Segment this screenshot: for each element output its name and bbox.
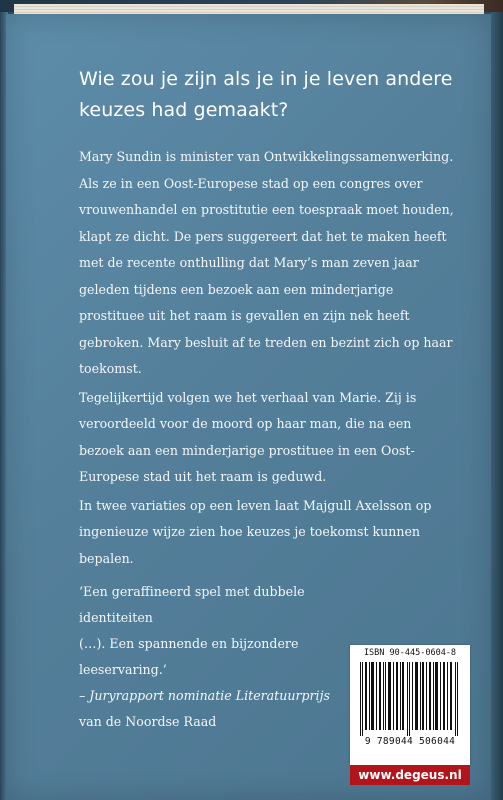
cover-right-edge <box>491 12 503 800</box>
publisher-url: www.degeus.nl <box>350 765 470 785</box>
isbn-label: ISBN 90-445-0604-8 <box>363 648 457 658</box>
barcode-digits: 9 789044 506044 <box>364 736 456 747</box>
cover-heading <box>79 64 469 126</box>
blurb-paragraph-3: In twee variaties op een leven laat Majgull Axelsson op ingenieuze wijze zien hoe keuzes je toekomst kunnen bepalen. <box>79 497 432 566</box>
quote-source: – Juryrapport nominatie Literatuurprijs <box>79 688 330 703</box>
quote-source-2: van de Noordse Raad <box>79 714 217 729</box>
quote-line-1: ‘Een geraffineerd spel met dubbele identiteiten <box>79 584 305 625</box>
barcode-bars <box>358 662 462 736</box>
barcode <box>350 645 470 765</box>
heading-line-1: Wie zou je zijn als je in je leven andere <box>79 68 453 90</box>
heading-line-2: keuzes had gemaakt? <box>79 99 289 121</box>
blurb-paragraph-2: Tegelijkertijd volgen we het verhaal van Marie. Zij is veroordeeld voor de moord op haar man, die na een bezoek aan een minderjarige prostituee in een Oost-Europese stad uit het raam is geduwd. <box>79 389 417 484</box>
blurb <box>79 144 459 574</box>
book-pages-edge <box>14 4 484 14</box>
review-quote <box>79 579 379 735</box>
blurb-paragraph-1: Mary Sundin is minister van Ontwikkelingssamenwerking. Als ze in een Oost-Europese stad op een congres over vrouwenhandel en prostitutie een toespraak moet houden, klapt ze dicht. De pers suggereert dat het te maken heeft met de recente onthulling dat Mary’s man zeven jaar geleden tijdens een bezoek aan een minderjarige prostituee uit het raam is gevallen en zijn nek heeft gebroken. Mary besluit af te treden en bezint zich op haar toekomst. <box>79 149 454 376</box>
quote-line-2: (…). Een spannende en bijzondere leeservaring.’ <box>79 636 299 677</box>
